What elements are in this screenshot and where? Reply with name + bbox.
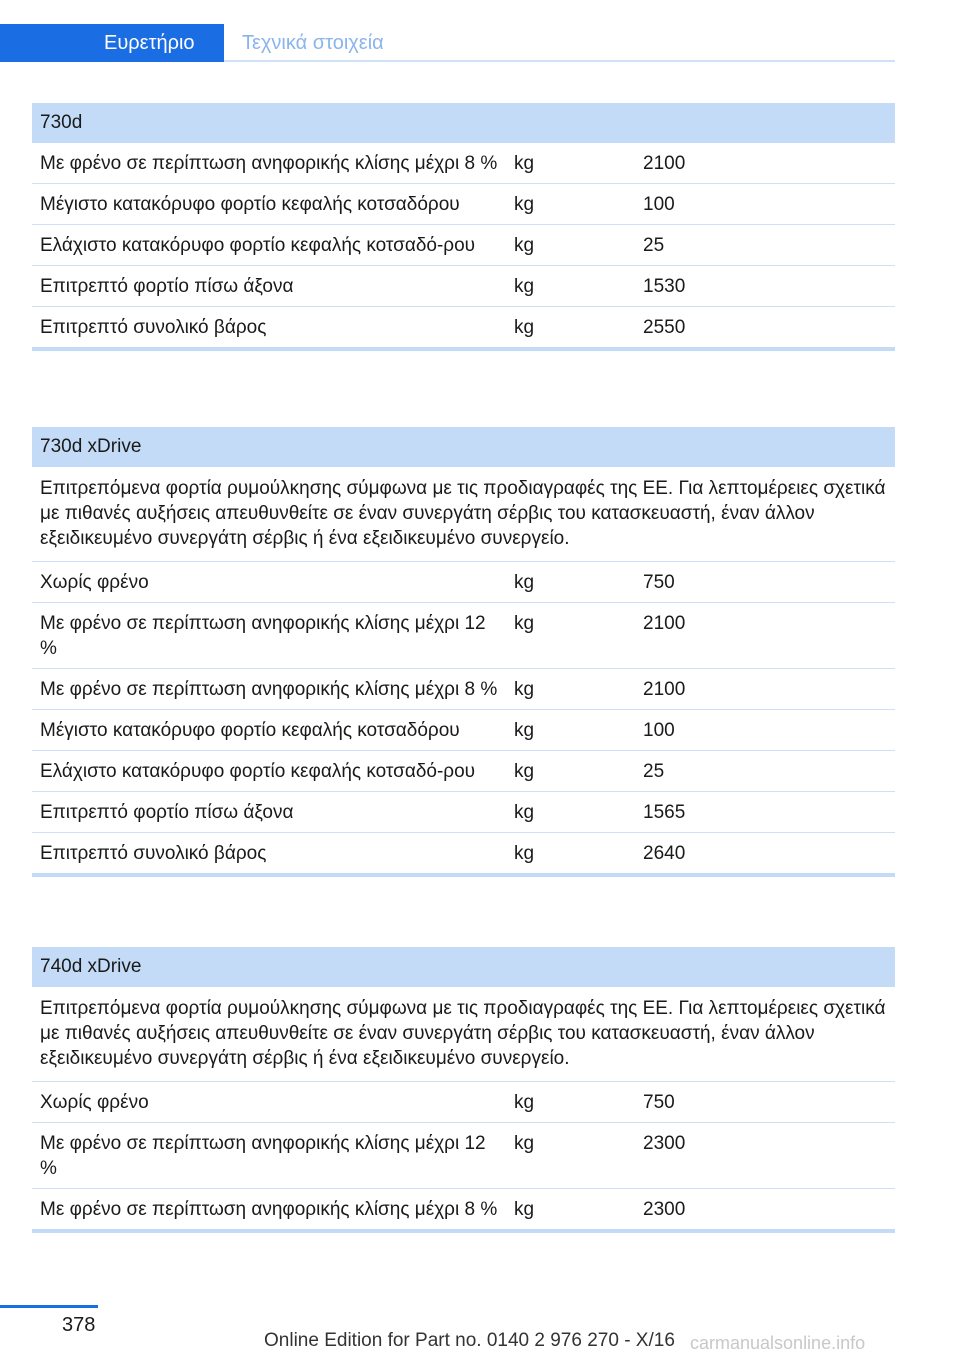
row-unit: kg bbox=[514, 276, 535, 297]
table-row bbox=[32, 1082, 895, 1123]
row-label: Επιτρεπτό συνολικό βάρος bbox=[40, 317, 267, 338]
section-title: 740d xDrive bbox=[32, 947, 895, 987]
row-value: 2640 bbox=[643, 843, 686, 864]
section-title: 730d xDrive bbox=[32, 427, 895, 467]
row-unit: kg bbox=[514, 153, 535, 174]
row-label: Με φρένο σε περίπτωση ανηφορικής κλίσης μέχρι 12 % bbox=[40, 613, 486, 659]
row-label: Ελάχιστο κατακόρυφο φορτίο κεφαλής κοτσαδό-ρου bbox=[40, 235, 476, 256]
row-value: 100 bbox=[643, 720, 675, 741]
table-row bbox=[32, 266, 895, 307]
row-label: Επιτρεπτό συνολικό βάρος bbox=[40, 843, 267, 864]
row-value: 100 bbox=[643, 194, 675, 215]
row-value: 2100 bbox=[643, 153, 686, 174]
row-unit: kg bbox=[514, 194, 535, 215]
row-label: Ελάχιστο κατακόρυφο φορτίο κεφαλής κοτσαδό-ρου bbox=[40, 761, 476, 782]
row-label: Επιτρεπτό φορτίο πίσω άξονα bbox=[40, 276, 294, 297]
row-value: 25 bbox=[643, 761, 665, 782]
section-740d-xdrive bbox=[32, 947, 895, 1233]
row-unit: kg bbox=[514, 1199, 535, 1220]
row-unit: kg bbox=[514, 843, 535, 864]
row-unit: kg bbox=[514, 720, 535, 741]
page-number-bar bbox=[0, 1305, 98, 1308]
row-unit: kg bbox=[514, 761, 535, 782]
row-value: 2550 bbox=[643, 317, 686, 338]
section-730d-xdrive bbox=[32, 427, 895, 877]
row-label: Με φρένο σε περίπτωση ανηφορικής κλίσης μέχρι 8 % bbox=[40, 153, 498, 174]
page-number: 378 bbox=[62, 1314, 96, 1336]
row-value: 2100 bbox=[643, 679, 686, 700]
table-row bbox=[32, 603, 895, 669]
row-unit: kg bbox=[514, 572, 535, 593]
row-unit: kg bbox=[514, 802, 535, 823]
row-label: Χωρίς φρένο bbox=[40, 1092, 149, 1113]
table-row bbox=[32, 751, 895, 792]
row-label: Με φρένο σε περίπτωση ανηφορικής κλίσης μέχρι 8 % bbox=[40, 1199, 498, 1220]
top-navigation bbox=[0, 0, 895, 62]
table-row bbox=[32, 184, 895, 225]
table-row bbox=[32, 1189, 895, 1233]
table-row bbox=[32, 143, 895, 184]
row-value: 2300 bbox=[643, 1199, 686, 1220]
row-value: 750 bbox=[643, 572, 675, 593]
section-note: Επιτρεπόμενα φορτία ρυμούλκησης σύμφωνα με τις προδιαγραφές της ΕΕ. Για λεπτομέρειες σχετικά με πιθανές αυξήσεις απευθυνθείτε σε έναν συνεργάτη σέρβις του κατασκευαστή, έναν άλλον εξειδικευμένο συνεργάτη σέρβις ή ένα εξειδικευμένο συνεργείο. bbox=[32, 467, 895, 562]
table-row bbox=[32, 792, 895, 833]
table-row bbox=[32, 225, 895, 266]
row-label: Μέγιστο κατακόρυφο φορτίο κεφαλής κοτσαδόρου bbox=[40, 194, 460, 215]
row-value: 1530 bbox=[643, 276, 686, 297]
row-value: 2300 bbox=[643, 1133, 686, 1154]
row-value: 25 bbox=[643, 235, 665, 256]
edition-footer: Online Edition for Part no. 0140 2 976 270 - X/16 bbox=[264, 1330, 675, 1351]
section-730d bbox=[32, 103, 895, 351]
table-row bbox=[32, 562, 895, 603]
table-row bbox=[32, 833, 895, 877]
tab-technical-data[interactable]: Τεχνικά στοιχεία bbox=[242, 32, 384, 54]
row-unit: kg bbox=[514, 679, 535, 700]
section-note: Επιτρεπόμενα φορτία ρυμούλκησης σύμφωνα με τις προδιαγραφές της ΕΕ. Για λεπτομέρειες σχετικά με πιθανές αυξήσεις απευθυνθείτε σε έναν συνεργάτη σέρβις του κατασκευαστή, έναν άλλον εξειδικευμένο συνεργάτη σέρβις ή ένα εξειδικευμένο συνεργείο. bbox=[32, 987, 895, 1082]
site-watermark: carmanualsonline.info bbox=[690, 1333, 866, 1353]
row-label: Μέγιστο κατακόρυφο φορτίο κεφαλής κοτσαδόρου bbox=[40, 720, 460, 741]
table-row bbox=[32, 1123, 895, 1189]
table-row bbox=[32, 710, 895, 751]
row-unit: kg bbox=[514, 1092, 535, 1113]
table-row bbox=[32, 669, 895, 710]
row-value: 750 bbox=[643, 1092, 675, 1113]
table-row bbox=[32, 307, 895, 351]
tab-index[interactable]: Ευρετήριο bbox=[0, 24, 224, 62]
row-label: Επιτρεπτό φορτίο πίσω άξονα bbox=[40, 802, 294, 823]
row-value: 1565 bbox=[643, 802, 686, 823]
row-unit: kg bbox=[514, 317, 535, 338]
row-unit: kg bbox=[514, 235, 535, 256]
row-unit: kg bbox=[514, 1133, 535, 1154]
row-value: 2100 bbox=[643, 613, 686, 634]
row-label: Με φρένο σε περίπτωση ανηφορικής κλίσης μέχρι 8 % bbox=[40, 679, 498, 700]
section-title: 730d bbox=[32, 103, 895, 143]
row-unit: kg bbox=[514, 613, 535, 634]
row-label: Χωρίς φρένο bbox=[40, 572, 149, 593]
row-label: Με φρένο σε περίπτωση ανηφορικής κλίσης μέχρι 12 % bbox=[40, 1133, 486, 1179]
